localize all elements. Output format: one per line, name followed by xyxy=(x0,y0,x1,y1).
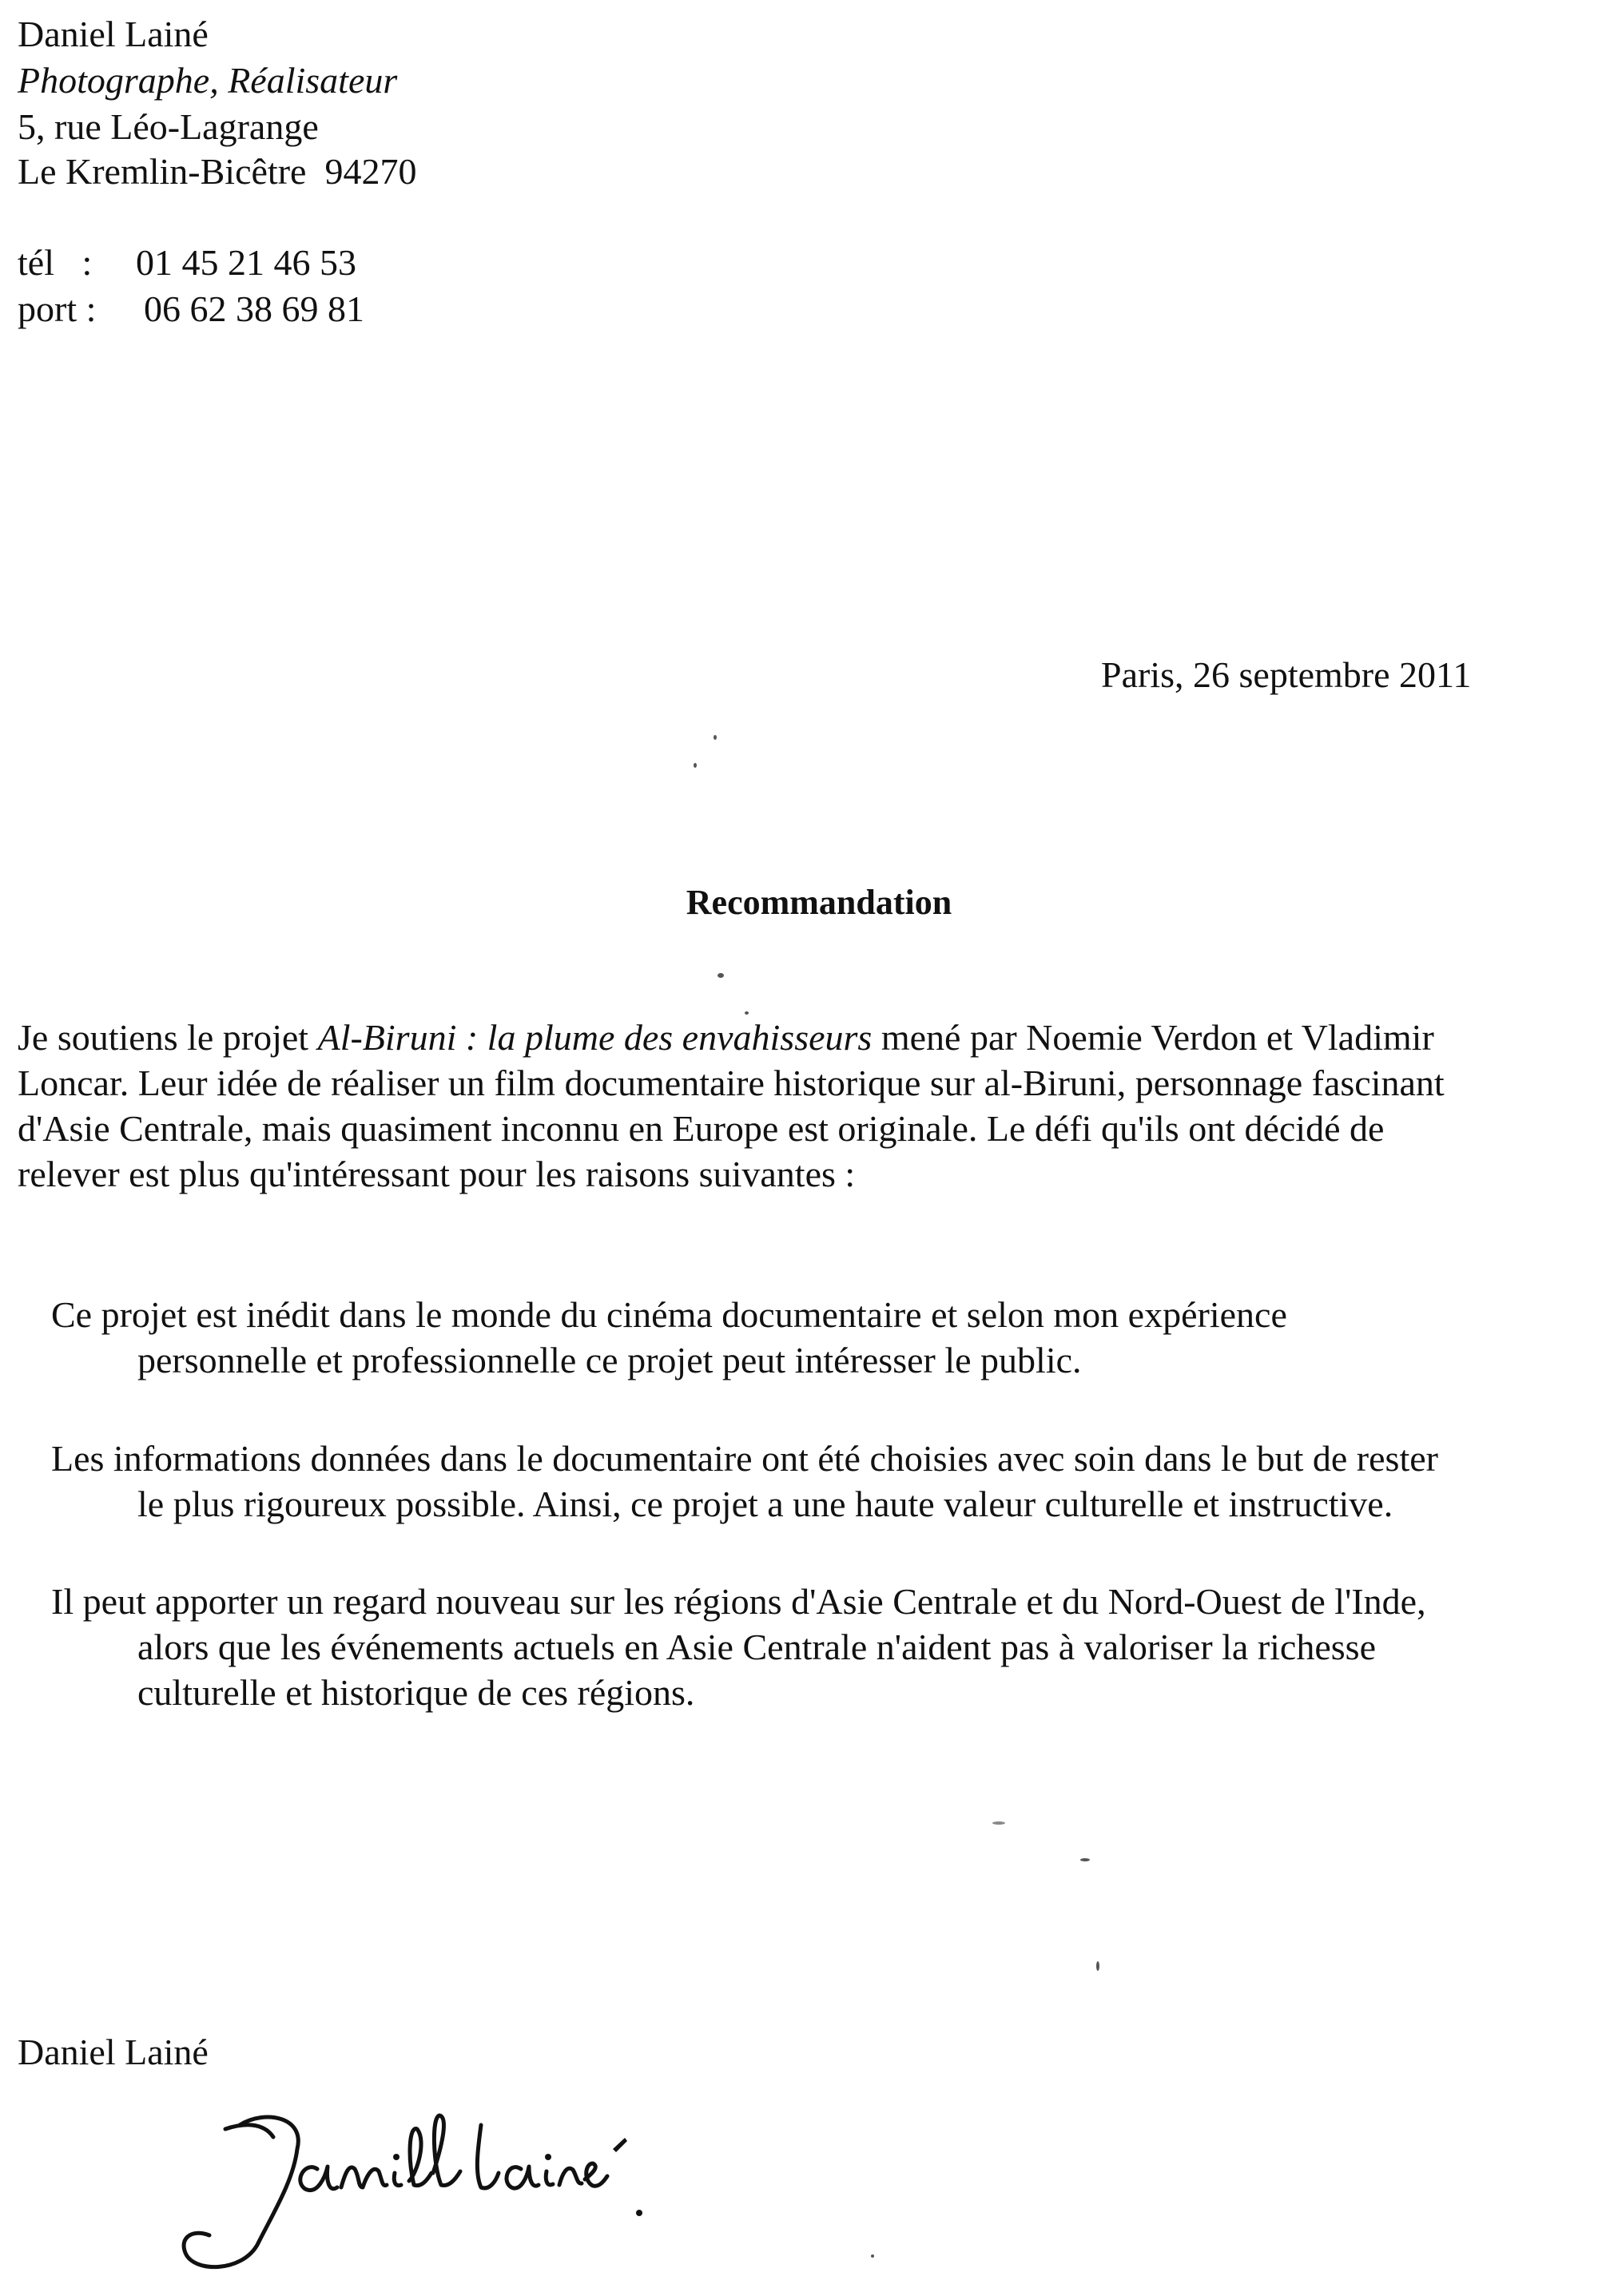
sender-name: Daniel Lainé xyxy=(18,14,209,54)
intro-line-1 xyxy=(18,1015,1590,1060)
scan-speck xyxy=(1096,1961,1099,1971)
scan-speck xyxy=(694,763,697,768)
reason-2-line-2: le plus rigoureux possible. Ainsi, ce projet a une haute valeur culturelle et instructive. xyxy=(137,1484,1393,1524)
sender-street: 5, rue Léo-Lagrange xyxy=(18,106,319,147)
reason-3-line-3: culturelle et historique de ces régions. xyxy=(137,1672,695,1713)
scan-speck xyxy=(871,2254,874,2258)
reason-1-line-1: Ce projet est inédit dans le monde du cinéma documentaire et selon mon expérience xyxy=(51,1294,1287,1335)
scan-speck xyxy=(745,1011,749,1015)
signatory-name: Daniel Lainé xyxy=(18,2032,209,2072)
port-value: 06 62 38 69 81 xyxy=(144,288,364,329)
intro-line-4: relever est plus qu'intéressant pour les raisons suivantes : xyxy=(18,1154,856,1194)
tel-label: tél : xyxy=(18,242,93,283)
intro-line-1-start: Je soutiens le projet xyxy=(18,1017,318,1058)
reason-2-line-1: Les informations données dans le documentaire ont été choisies avec soin dans le but de rester xyxy=(51,1438,1438,1479)
reason-3-line-1: Il peut apporter un regard nouveau sur les régions d'Asie Centrale et du Nord-Ouest de l'Inde, xyxy=(51,1581,1426,1622)
letter-date: Paris, 26 septembre 2011 xyxy=(1101,654,1472,695)
reason-3-line-2: alors que les événements actuels en Asie Centrale n'aident pas à valoriser la richesse xyxy=(137,1627,1376,1667)
intro-line-2: Loncar. Leur idée de réaliser un film documentaire historique sur al-Biruni, personnage fascinant xyxy=(18,1063,1445,1103)
reason-1-line-2: personnelle et professionnelle ce projet peut intéresser le public. xyxy=(137,1340,1082,1380)
intro-line-1-end: mené par Noemie Verdon et Vladimir xyxy=(872,1017,1434,1058)
letter-title: Recommandation xyxy=(686,883,952,922)
scan-speck xyxy=(1080,1858,1090,1861)
reason-paragraph-1 xyxy=(51,1292,1287,1383)
project-title: Al-Biruni : la plume des envahisseurs xyxy=(317,1017,873,1058)
reason-paragraph-2 xyxy=(51,1436,1438,1527)
reason-paragraph-3 xyxy=(51,1579,1426,1715)
sender-city: Le Kremlin-Bicêtre 94270 xyxy=(18,151,417,192)
intro-line-3: d'Asie Centrale, mais quasiment inconnu en Europe est originale. Le défi qu'ils ont décidé de xyxy=(18,1108,1385,1149)
handwritten-signature xyxy=(177,2093,721,2277)
scan-speck xyxy=(718,973,724,978)
sender-title: Photographe, Réalisateur xyxy=(18,60,398,101)
scan-speck xyxy=(714,735,717,740)
scan-speck xyxy=(992,1821,1005,1825)
intro-paragraph xyxy=(18,1015,1590,1197)
tel-value: 01 45 21 46 53 xyxy=(136,242,356,283)
port-label: port : xyxy=(18,288,97,329)
